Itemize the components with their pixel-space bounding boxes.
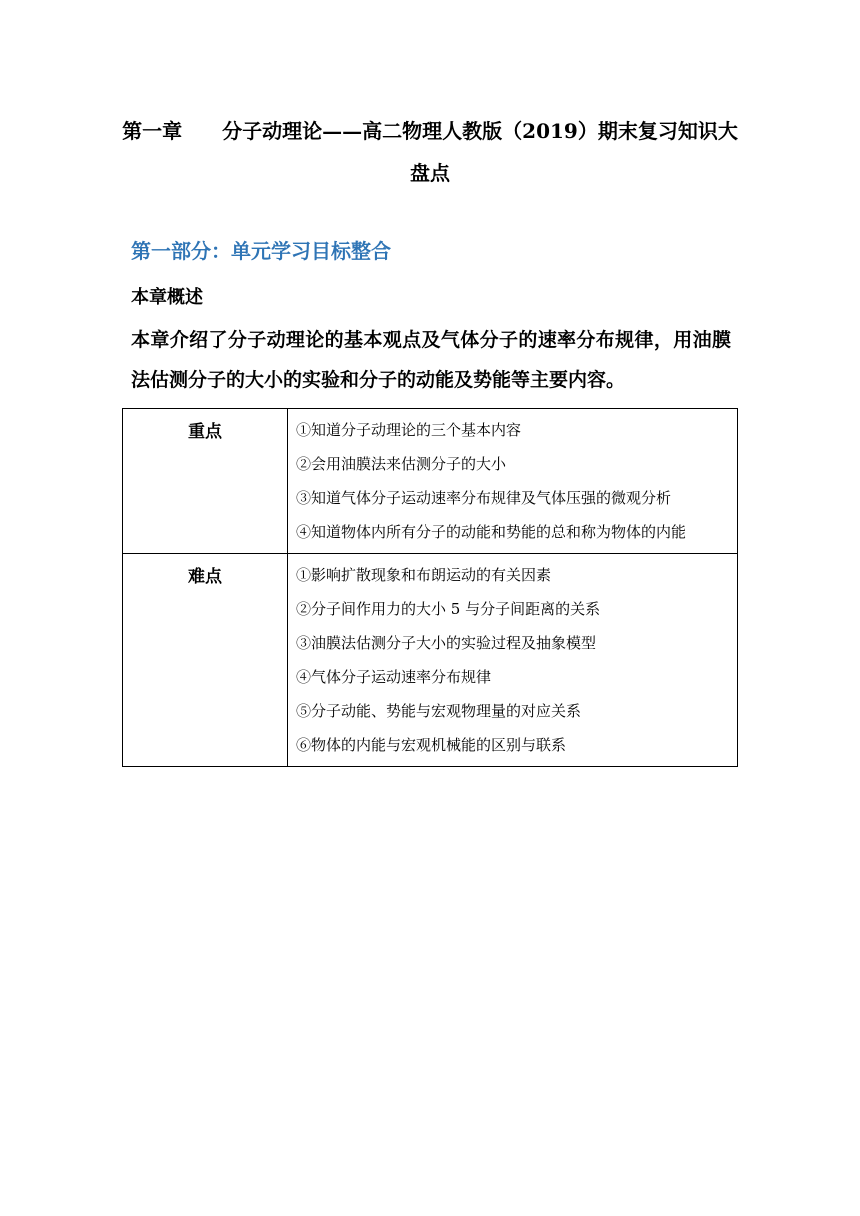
section-heading: 第一部分：单元学习目标整合: [131, 239, 391, 263]
key-points-list: [288, 409, 738, 554]
overview-heading: 本章概述: [131, 287, 203, 308]
list-item: ①影响扩散现象和布朗运动的有关因素: [296, 566, 552, 584]
list-item: ②会用油膜法来估测分子的大小: [296, 455, 507, 473]
list-item: ⑤分子动能、势能与宏观物理量的对应关系: [296, 702, 582, 720]
key-points-label: 重点: [123, 409, 288, 554]
list-item: ②分子间作用力的大小 5 与分子间距离的关系: [296, 600, 601, 618]
learning-goals-table: [122, 408, 738, 767]
difficult-points-label: 难点: [123, 554, 288, 767]
list-item: ①知道分子动理论的三个基本内容: [296, 421, 522, 439]
page-title: 第一章 分子动理论——高二物理人教版（2019）期末复习知识大盘点: [122, 119, 738, 185]
overview-paragraph: 本章介绍了分子动理论的基本观点及气体分子的速率分布规律，用油膜法估测分子的大小的实验和分子的动能及势能等主要内容。: [131, 329, 731, 391]
list-item: ③油膜法估测分子大小的实验过程及抽象模型: [296, 634, 597, 652]
list-item: ④知道物体内所有分子的动能和势能的总和称为物体的内能: [296, 523, 687, 541]
list-item: ③知道气体分子运动速率分布规律及气体压强的微观分析: [296, 489, 672, 507]
list-item: ⑥物体的内能与宏观机械能的区别与联系: [296, 736, 567, 754]
table-row-difficult-points: [123, 554, 738, 767]
table-row-key-points: [123, 409, 738, 554]
list-item: ④气体分子运动速率分布规律: [296, 668, 492, 686]
difficult-points-list: [288, 554, 738, 767]
